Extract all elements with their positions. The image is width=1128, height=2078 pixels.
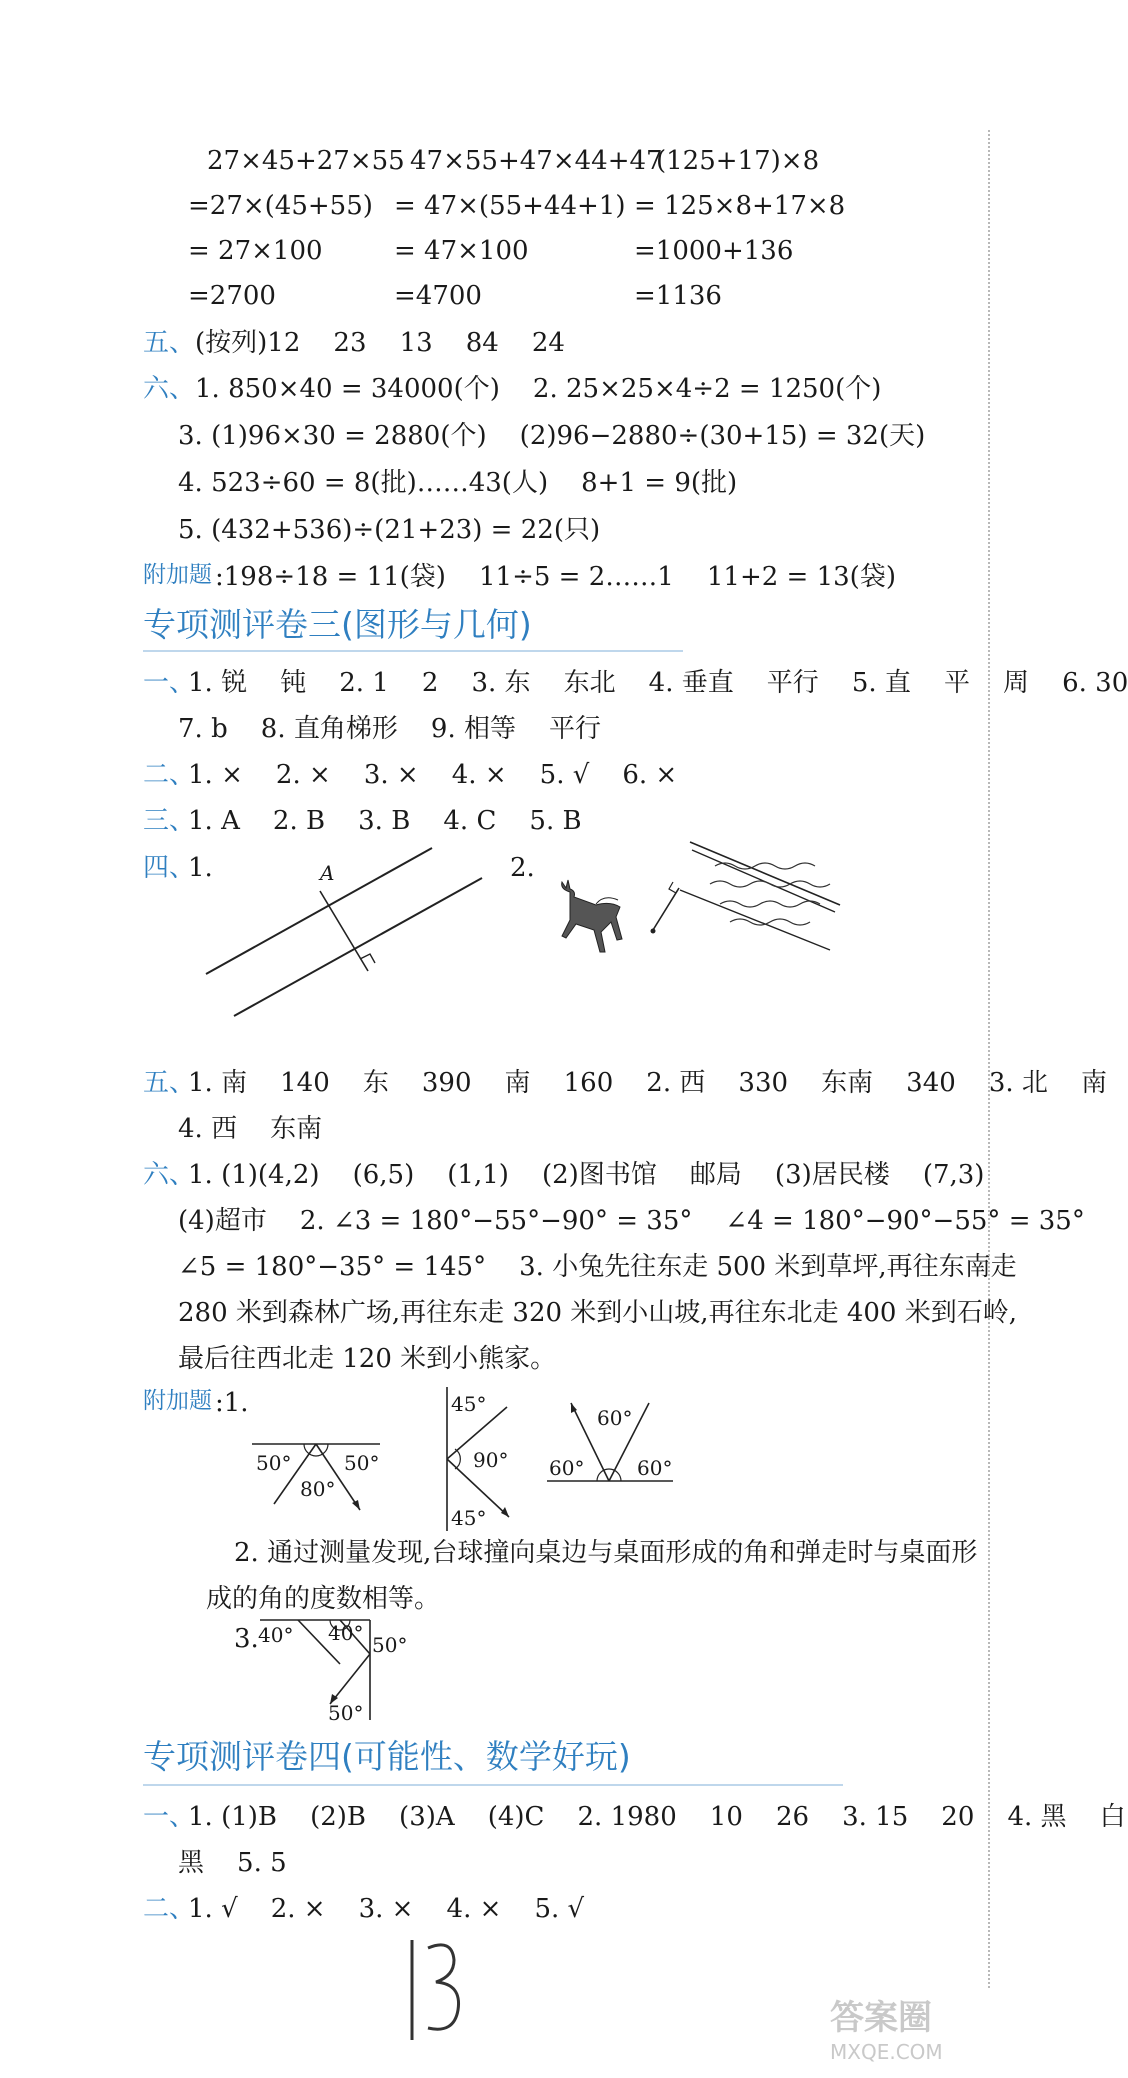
sec3-six-l4: 280 米到森林广场,再往东走 320 米到小山坡,再往东北走 400 米到石岭, [178, 1298, 1017, 1328]
sec4-one-l2: 黑 5. 5 [178, 1848, 287, 1878]
river-bank-line [690, 842, 840, 905]
calc-c3-l4: =1136 [634, 281, 722, 311]
sec4-one-l1: 1. (1)B (2)B (3)A (4)C 2. 1980 10 26 3. 15 20 4. 黑 白 [188, 1802, 1126, 1832]
deer-point [651, 929, 656, 934]
s2-five-text: (按列)12 23 13 84 24 [195, 328, 565, 358]
fig2-label-bottom: 45° [451, 1506, 487, 1530]
sec3-five-l2: 4. 西 东南 [178, 1114, 323, 1144]
handwritten-page-number [398, 1930, 468, 2050]
calc-c1-l4: =2700 [188, 281, 276, 311]
sec4-two-text: 1. √ 2. × 3. × 4. × 5. √ [188, 1894, 585, 1924]
calc-c1-l1: 27×45+27×55 [207, 146, 405, 176]
sec3-extra-q2-l2: 成的角的度数相等。 [206, 1584, 441, 1614]
right-angle-mark-2 [669, 882, 676, 893]
parallel-line-top [206, 848, 432, 974]
sec3-three-marker: 三、 [143, 806, 196, 836]
sec3-six-l2: (4)超市 2. ∠3 = 180°−55°−90° = 35° ∠4 = 180°−90°−55° = 35° [178, 1206, 1085, 1236]
fig1-label-left: 50° [256, 1451, 292, 1475]
s2-five-marker: 五、 [143, 328, 196, 358]
sec3-five-marker: 五、 [143, 1068, 196, 1098]
calc-c2-l2: = 47×(55+44+1) [394, 191, 626, 221]
s2-six-l1: 1. 850×40 = 34000(个) 2. 25×25×4÷2 = 1250(个) [195, 374, 882, 404]
calc-c1-l3: = 27×100 [188, 236, 323, 266]
parallel-lines-figure [200, 846, 500, 1026]
calc-c2-l1: 47×55+47×44+47 [410, 146, 663, 176]
sec3-four-item2: 2. [510, 853, 535, 883]
calc-c1-l2: =27×(45+55) [188, 191, 373, 221]
sec3-three-text: 1. A 2. B 3. B 4. C 5. B [188, 806, 582, 836]
s2-six-l4: 5. (432+536)÷(21+23) = 22(只) [178, 515, 601, 545]
deer-river-figure [530, 840, 860, 1000]
sec3-title-underline [143, 650, 683, 652]
fig3-label-right: 60° [637, 1456, 673, 1480]
angle-figure-2 [445, 1385, 545, 1535]
watermark-url: MXQE.COM [830, 2040, 943, 2064]
sec3-one-l1: 1. 锐 钝 2. 1 2 3. 东 东北 4. 垂直 平行 5. 直 平 周 6. 30 [188, 668, 1128, 698]
sec3-extra-item1: :1. [215, 1388, 249, 1418]
sec3-one-marker: 一、 [143, 668, 196, 698]
fig4-label-4: 50° [328, 1701, 364, 1725]
page-edge-dots [988, 130, 990, 1988]
sec3-six-l3: ∠5 = 180°−35° = 145° 3. 小兔先往东走 500 米到草坪,再往东南走 [178, 1252, 1017, 1282]
angle-figure-4 [258, 1614, 408, 1725]
fig4-path-3 [330, 1654, 370, 1704]
s2-six-l2: 3. (1)96×30 = 2880(个) (2)96−2880÷(30+15) = 32(天) [178, 421, 926, 451]
sec3-six-l5: 最后往西北走 120 米到小熊家。 [178, 1344, 557, 1374]
fig3-arrowhead [571, 1403, 577, 1413]
sec3-six-marker: 六、 [143, 1160, 196, 1190]
fig2-label-mid: 90° [473, 1448, 509, 1472]
sec3-title: 专项测评卷三(图形与几何) [143, 605, 532, 644]
fig1-angle-arc [304, 1444, 328, 1456]
sec4-two-marker: 二、 [143, 1894, 196, 1924]
sec3-two-marker: 二、 [143, 760, 196, 790]
angle-figure-3 [545, 1395, 675, 1505]
parallel-line-bottom [234, 878, 482, 1016]
fig4-label-1: 40° [258, 1623, 294, 1647]
sec3-one-l2: 7. b 8. 直角梯形 9. 相等 平行 [178, 714, 602, 744]
calc-c3-l2: = 125×8+17×8 [634, 191, 846, 221]
fig1-arrowhead [352, 1500, 360, 1510]
sec4-one-marker: 一、 [143, 1802, 196, 1832]
sec3-four-item1: 1. [188, 853, 213, 883]
s2-six-l3: 4. 523÷60 = 8(批)……43(人) 8+1 = 9(批) [178, 468, 738, 498]
fig3-label-left: 60° [549, 1456, 585, 1480]
s2-extra-marker: 附加题 [143, 562, 212, 588]
sec3-two-text: 1. × 2. × 3. × 4. × 5. √ 6. × [188, 760, 678, 790]
sec3-extra-q2-l1: 2. 通过测量发现,台球撞向桌边与桌面形成的角和弹走时与桌面形 [234, 1538, 978, 1568]
deer-to-river-segment [653, 888, 679, 930]
calc-c2-l4: =4700 [394, 281, 482, 311]
fig4-label-3: 50° [372, 1633, 408, 1657]
calc-c3-l1: (125+17)×8 [656, 146, 820, 176]
sec3-extra-q3: 3. [234, 1624, 259, 1654]
s2-extra-text: :198÷18 = 11(袋) 11÷5 = 2……1 11+2 = 13(袋) [215, 562, 896, 592]
sec3-five-l1: 1. 南 140 东 390 南 160 2. 西 330 东南 340 3. 北 南 [188, 1068, 1107, 1098]
fig1-label-mid: 80° [300, 1477, 336, 1501]
watermark-logo: 答案圈 [830, 1998, 932, 2038]
calc-c3-l3: =1000+136 [634, 236, 794, 266]
fig1-label-right: 50° [344, 1451, 380, 1475]
fig3-label-top: 60° [597, 1406, 633, 1430]
deer-icon [562, 880, 622, 952]
sec4-title: 专项测评卷四(可能性、数学好玩) [143, 1737, 631, 1776]
sec3-extra-marker: 附加题 [143, 1388, 212, 1414]
point-a-label: A [320, 861, 335, 885]
angle-figure-1 [250, 1420, 390, 1530]
sec4-title-underline [143, 1784, 843, 1786]
s2-six-marker: 六、 [143, 374, 196, 404]
sec3-six-l1: 1. (1)(4,2) (6,5) (1,1) (2)图书馆 邮局 (3)居民楼 (7,3) [188, 1160, 985, 1190]
fig4-label-2: 40° [328, 1621, 364, 1645]
fig2-label-top: 45° [451, 1392, 487, 1416]
sec3-four-marker: 四、 [143, 853, 196, 883]
calc-c2-l3: = 47×100 [394, 236, 529, 266]
fig2-arrowhead [501, 1507, 509, 1517]
